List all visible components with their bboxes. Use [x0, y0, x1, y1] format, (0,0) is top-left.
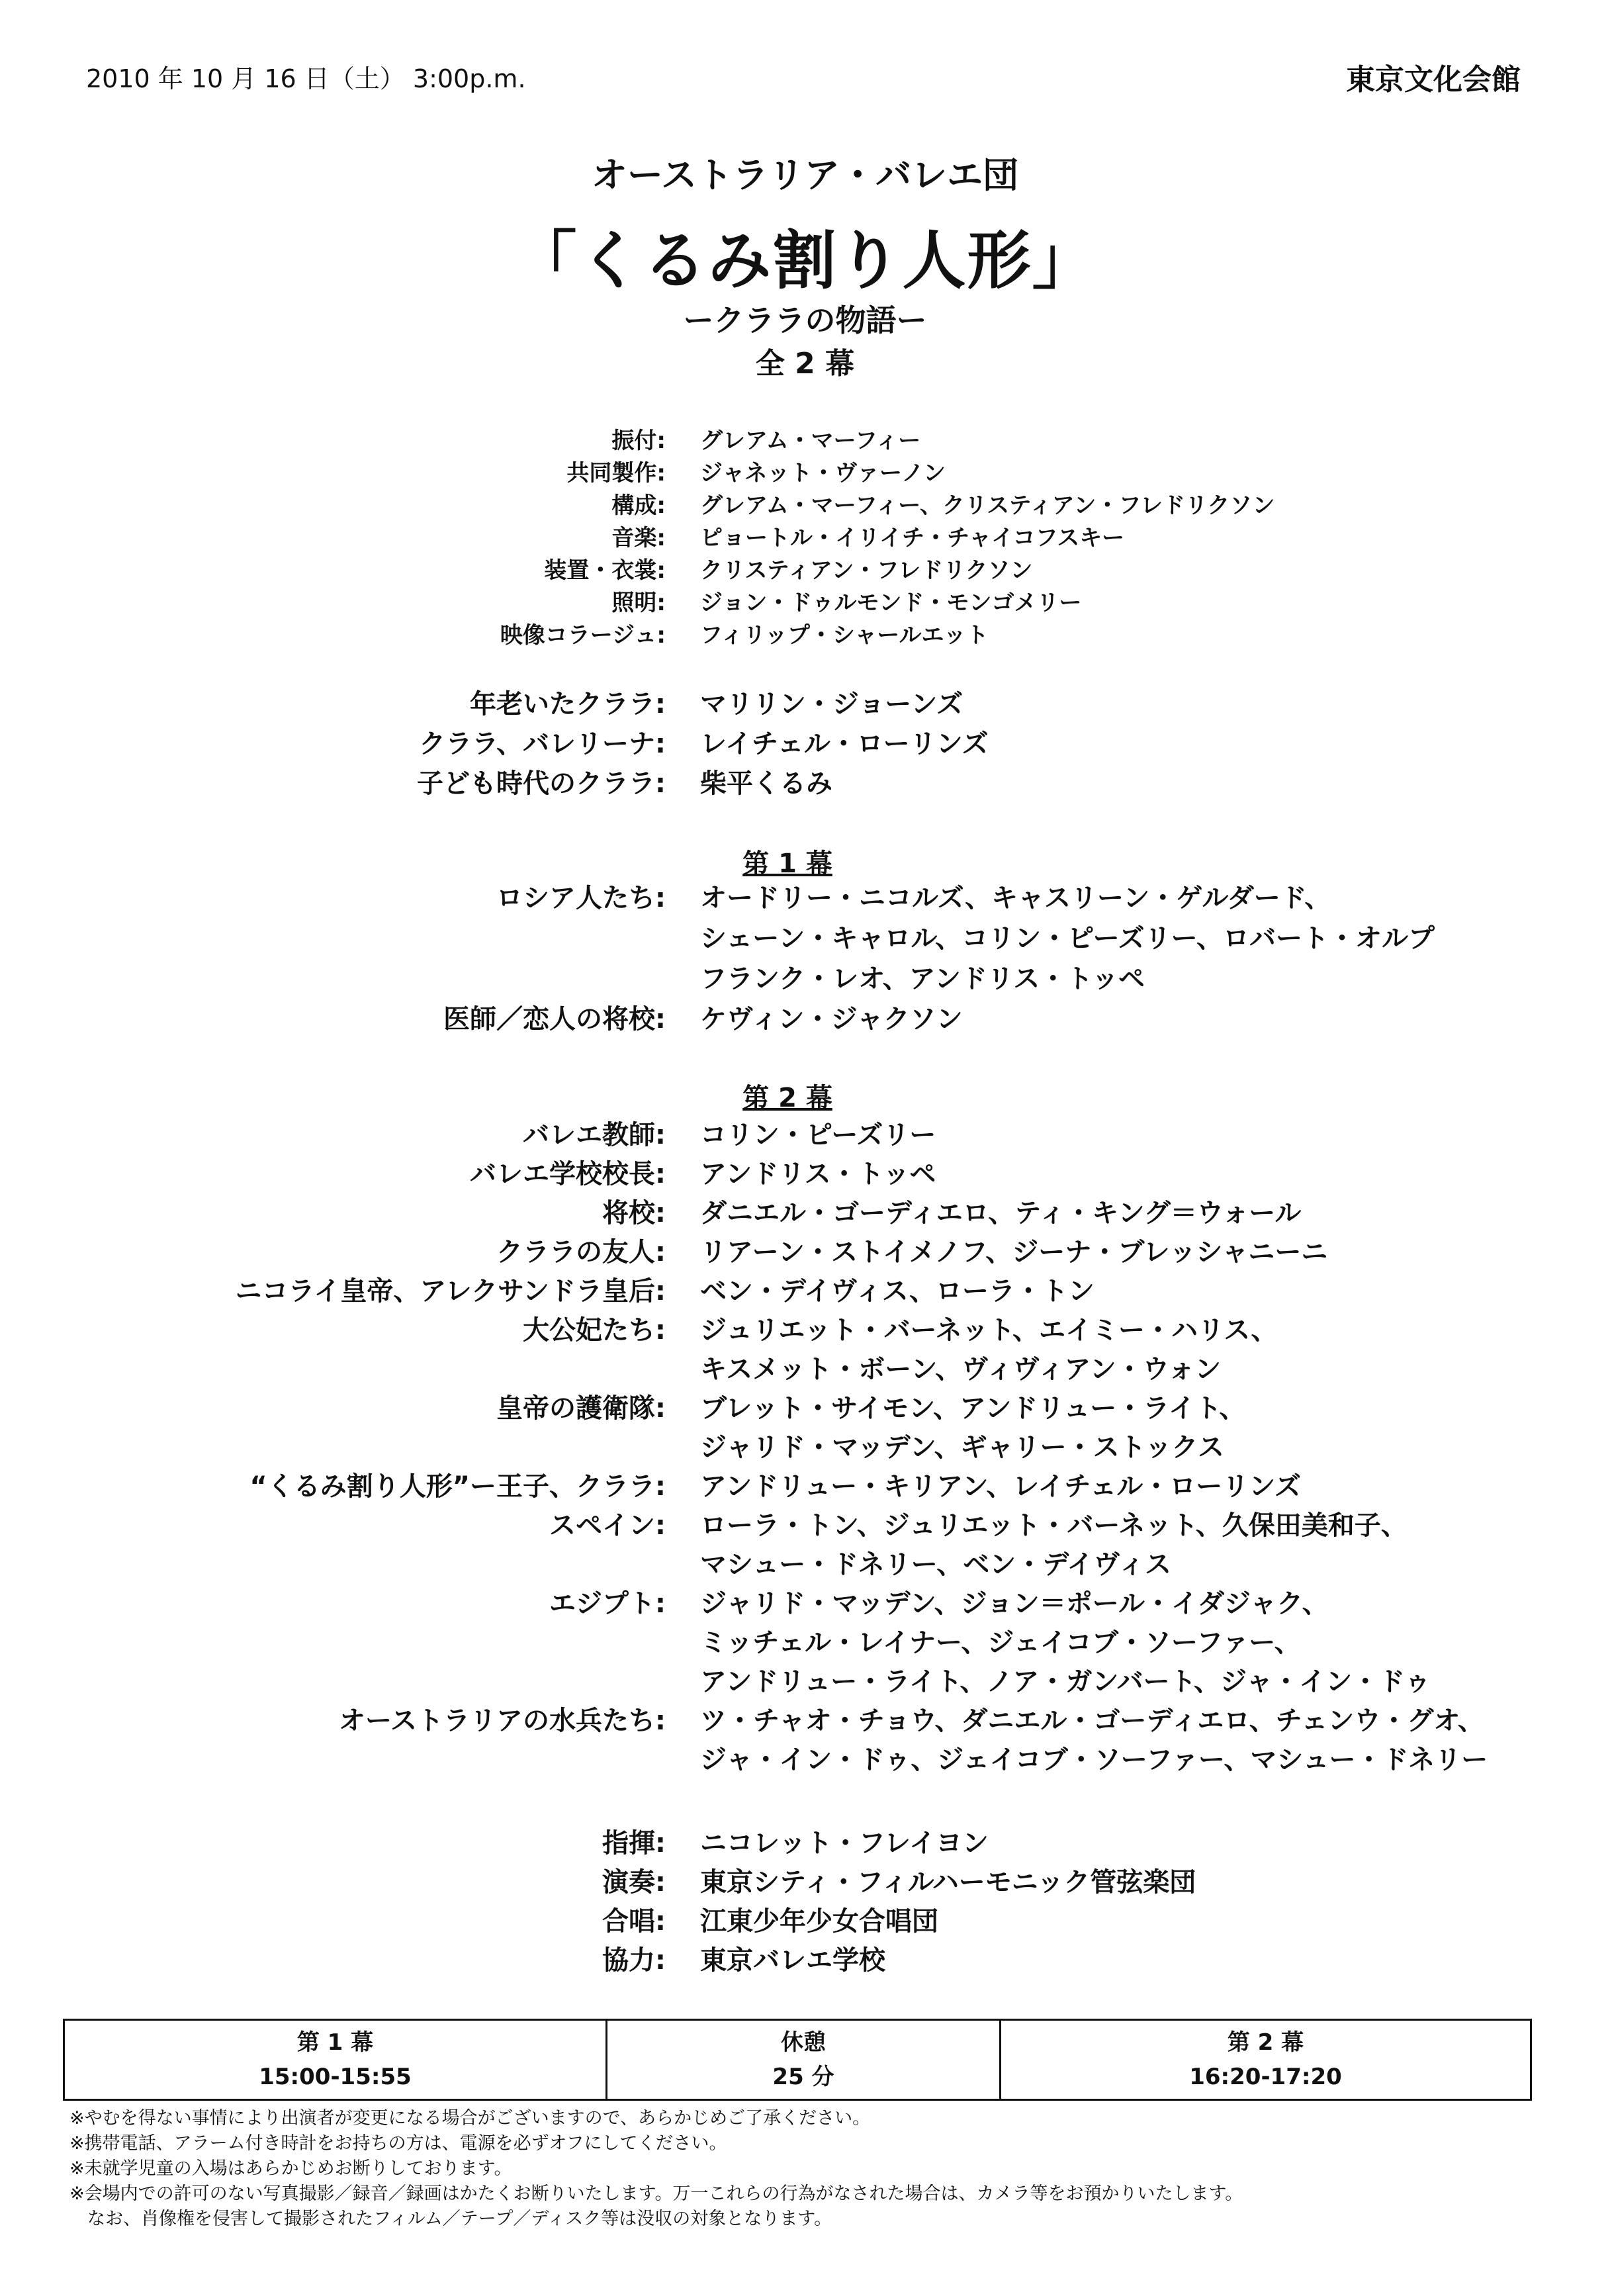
credit-role: 指揮: [602, 1828, 666, 1859]
credit-role: 構成: [611, 492, 666, 519]
cast-role: 皇帝の護衛隊: [496, 1393, 666, 1424]
cast-role: 将校: [602, 1198, 666, 1228]
cast-role: クララ、バレリーナ: [419, 729, 666, 759]
cast-role: 年老いたクララ: [470, 689, 666, 719]
schedule-label: 第 1 幕 [296, 2029, 374, 2056]
music-credit-row [0, 1822, 1610, 1860]
cast-name: ブレット・サイモン、アンドリュー・ライト、 [700, 1393, 1246, 1424]
schedule-value: 16:20-17:20 [1189, 2064, 1342, 2090]
cast-role: バレエ教師: [523, 1120, 666, 1150]
credit-name: ジャネット・ヴァーノン [700, 460, 946, 486]
cast-name: ケヴィン・ジャクソン [700, 1004, 963, 1034]
cast-name: ベン・デイヴィス、ローラ・トン [700, 1276, 1095, 1307]
cast-name: オードリー・ニコルズ、キャスリーン・ゲルダード、 [700, 883, 1331, 913]
cast-role: 子ども時代のクララ: [417, 768, 666, 799]
schedule-cell-act2 [1001, 2020, 1531, 2100]
schedule-value: 25 分 [772, 2064, 834, 2090]
cast-name-continued: ジャリド・マッデン、ギャリー・ストックス [700, 1432, 1224, 1463]
cast-row [0, 1231, 1610, 1269]
cast-name-continued: シェーン・キャロル、コリン・ピーズリー、ロバート・オルプ [700, 923, 1435, 954]
credit-name: ジョン・ドゥルモンド・モンゴメリー [700, 590, 1082, 616]
performance-date: 2010 年 10 月 16 日（土） 3:00p.m. [86, 64, 526, 93]
credit-role: 共同製作: [566, 460, 666, 486]
venue: 東京文化会館 [1346, 63, 1521, 97]
schedule-cell-act1 [64, 2020, 607, 2100]
notice-line: ※やむを得ない事情により出演者が変更になる場合がございますので、あらかじめご了承ください。 [69, 2108, 871, 2129]
cast-row [0, 1465, 1610, 1504]
company-name: オーストラリア・バレエ団 [591, 154, 1019, 196]
cast-name: ローラ・トン、ジュリエット・バーネット、久保田美和子、 [700, 1510, 1408, 1541]
act2-heading: 第 2 幕 [742, 1083, 832, 1113]
cast-name-continued: ジャ・イン・ドゥ、ジェイコブ・ソーファー、マシュー・ドネリー [700, 1745, 1488, 1775]
schedule-label: 休憩 [781, 2029, 826, 2056]
cast-role: 大公妃たち: [523, 1315, 666, 1346]
credit-role: 合唱: [602, 1906, 666, 1937]
act1-heading: 第 1 幕 [742, 849, 832, 879]
cast-row [0, 1153, 1610, 1191]
credit-name: グレアム・マーフィー [700, 428, 921, 454]
music-credit-row [0, 1861, 1610, 1900]
cast-row [0, 1309, 1610, 1348]
cast-role: クララの友人: [496, 1237, 666, 1267]
cast-role: ニコライ皇帝、アレクサンドラ皇后: [235, 1276, 666, 1307]
cast-name: アンドリュー・キリアン、レイチェル・ローリンズ [700, 1471, 1301, 1502]
schedule-table [63, 2019, 1532, 2101]
credit-name: 東京バレエ学校 [700, 1945, 885, 1976]
cast-row [0, 1387, 1610, 1426]
credit-name: 江東少年少女合唱団 [700, 1906, 938, 1937]
credit-row [0, 617, 1610, 650]
cast-name: ツ・チャオ・チョウ、ダニエル・ゴーディエロ、チェンウ・グオ、 [700, 1706, 1484, 1736]
cast-name-continued: ミッチェル・レイナー、ジェイコブ・ソーファー、 [700, 1628, 1301, 1658]
credit-row [0, 552, 1610, 585]
credit-name: 東京シティ・フィルハーモニック管弦楽団 [700, 1867, 1196, 1898]
cast-name: コリン・ピーズリー [700, 1120, 936, 1150]
cast-role: 医師／恋人の将校: [443, 1004, 666, 1034]
cast-role: “くるみ割り人形”ー王子、クララ: [249, 1471, 666, 1502]
cast-name: ジュリエット・バーネット、エイミー・ハリス、 [700, 1315, 1278, 1346]
schedule-row [64, 2020, 1531, 2100]
credit-name: ニコレット・フレイヨン [700, 1828, 989, 1859]
credit-row [0, 487, 1610, 520]
credit-role: 演奏: [602, 1867, 666, 1898]
credit-name: クリスティアン・フレドリクソン [700, 557, 1033, 584]
principal-row [0, 683, 1610, 721]
cast-role: エジプト: [549, 1588, 666, 1619]
cast-name: 柴平くるみ [700, 768, 832, 799]
cast-row [0, 998, 1610, 1036]
schedule-value: 15:00-15:55 [259, 2064, 412, 2090]
schedule-label: 第 2 幕 [1227, 2029, 1304, 2056]
credit-role: 音楽: [611, 525, 666, 551]
cast-name: リアーン・ストイメノフ、ジーナ・ブレッシャニーニ [700, 1237, 1328, 1267]
acts-count: 全 2 幕 [755, 347, 855, 381]
principal-row [0, 762, 1610, 801]
schedule-cell-intermission [607, 2020, 1001, 2100]
cast-name: マリリン・ジョーンズ [700, 689, 963, 719]
notice-line: ※未就学児童の入場はあらかじめお断りしております。 [69, 2158, 512, 2179]
credit-row [0, 584, 1610, 618]
cast-row [0, 877, 1610, 915]
credit-row [0, 422, 1610, 455]
subtitle: ークララの物語ー [683, 302, 927, 338]
credit-role: 映像コラージュ: [500, 622, 666, 649]
cast-name-continued: マシュー・ドネリー、ベン・デイヴィス [700, 1549, 1171, 1580]
cast-role: スペイン: [549, 1510, 666, 1541]
music-credit-row [0, 1900, 1610, 1939]
cast-name: ジャリド・マッデン、ジョン＝ポール・イダジャク、 [700, 1588, 1329, 1619]
credit-role: 装置・衣裳: [544, 557, 666, 584]
cast-row [0, 1504, 1610, 1543]
credit-role: 振付: [611, 428, 666, 454]
cast-row [0, 1270, 1610, 1309]
cast-row [0, 1192, 1610, 1230]
credit-role: 照明: [611, 590, 666, 616]
cast-row [0, 1700, 1610, 1738]
credit-name: グレアム・マーフィー、クリスティアン・フレドリクソン [700, 492, 1275, 519]
music-credit-row [0, 1939, 1610, 1978]
credit-row [0, 520, 1610, 553]
notice-line: ※携帯電話、アラーム付き時計をお持ちの方は、電源を必ずオフにしてください。 [69, 2133, 727, 2154]
cast-name: アンドリス・トッペ [700, 1159, 936, 1189]
cast-role: バレエ学校校長: [470, 1159, 666, 1189]
cast-name-continued: キスメット・ボーン、ヴィヴィアン・ウォン [700, 1354, 1222, 1385]
principal-row [0, 723, 1610, 761]
cast-name: レイチェル・ローリンズ [700, 729, 989, 759]
credit-row [0, 455, 1610, 488]
cast-role: ロシア人たち: [496, 883, 666, 913]
credit-name: フィリップ・シャールエット [700, 622, 989, 649]
credit-role: 協力: [602, 1945, 666, 1976]
credit-name: ピョートル・イリイチ・チャイコフスキー [700, 525, 1125, 551]
cast-row [0, 1583, 1610, 1621]
notice-line: ※会場内での許可のない写真撮影／録音／録画はかたくお断りいたします。万一これらの行為がなされた場合は、カメラ等をお預かりいたします。 [69, 2183, 1243, 2204]
cast-row [0, 1114, 1610, 1152]
notice-line: なお、肖像権を侵害して撮影されたフィルム／テープ／ディスク等は没収の対象となります。 [69, 2209, 832, 2229]
cast-name: ダニエル・ゴーディエロ、ティ・キング＝ウォール [700, 1198, 1302, 1228]
page-title: 「くるみ割り人形」 [513, 224, 1097, 298]
cast-role: オーストラリアの水兵たち: [339, 1706, 666, 1736]
cast-name-continued: アンドリュー・ライト、ノア・ガンバート、ジャ・イン・ドゥ [700, 1667, 1431, 1697]
cast-name-continued: フランク・レオ、アンドリス・トッペ [700, 964, 1145, 994]
